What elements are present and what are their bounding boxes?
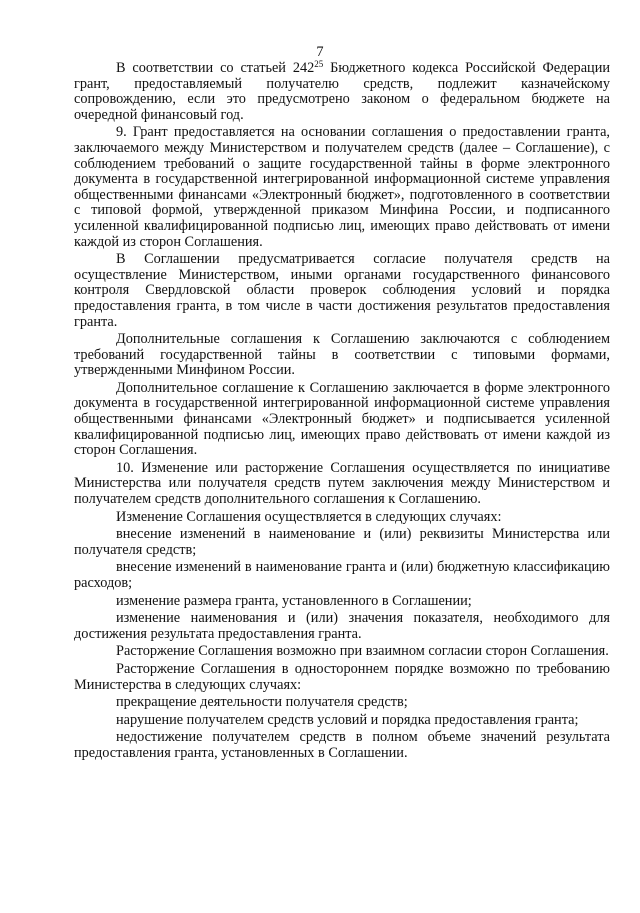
list-item-change-requisites: внесение изменений в наименование и (или) реквизиты Министерства или получателя средств;	[74, 526, 610, 558]
list-item-change-classification: внесение изменений в наименование гранта и (или) бюджетную классификацию расходов;	[74, 559, 610, 591]
list-item-termination-violation: нарушение получателем средств условий и порядка предоставления гранта;	[116, 711, 579, 728]
list-item-termination-activity: прекращение деятельности получателя средств;	[116, 694, 408, 711]
list-item-change-amount: изменение размера гранта, установленного в Соглашении;	[116, 592, 472, 609]
paragraph-text: В соответствии со статьей 242	[116, 60, 315, 76]
paragraph-text: Бюджетного кодекса Российской Федерации грант, предоставляемый получателю средств, подлежит казначейскому сопровождению, если это предусмотрено законом о федеральном бюджете на очередной финансовый год.	[74, 60, 610, 123]
paragraph-termination-unilateral: Расторжение Соглашения в одностороннем порядке возможно по требованию Министерства в следующих случаях:	[74, 660, 610, 693]
paragraph-additional-agreements: Дополнительные соглашения к Соглашению заключаются с соблюдением требований государственной тайны в соответствии с типовыми формами, утвержденными Минфином России.	[74, 331, 610, 379]
page-number: 7	[316, 44, 324, 60]
list-item-change-indicator: изменение наименования и (или) значения показателя, необходимого для достижения результата предоставления гранта.	[74, 610, 610, 642]
paragraph-additional-agreement-form: Дополнительное соглашение к Соглашению заключается в форме электронного документа в государственной интегрированной информационной системе управления общественными финансами «Электронный бюджет» и подписывается усиленной квалифицированной подписью лиц, имеющих право действовать от имени каждой из сторон Соглашения.	[74, 379, 610, 459]
paragraph-change-cases: Изменение Соглашения осуществляется в следующих случаях:	[116, 508, 502, 525]
paragraph-agreement-consent: В Соглашении предусматривается согласие получателя средств на осуществление Министерством, иными органами государственного финансового контроля Свердловской области проверок соблюдения условий и порядка предоставления гранта, в том числе в части достижения результатов предоставления гранта.	[74, 251, 610, 330]
document-body	[74, 61, 610, 764]
paragraph-termination-mutual: Расторжение Соглашения возможно при взаимном согласии сторон Соглашения.	[116, 643, 609, 660]
paragraph-budget-code	[74, 61, 610, 123]
paragraph-clause-9: 9. Грант предоставляется на основании соглашения о предоставлении гранта, заключаемого между Министерством и получателем средств (далее – Соглашение), с соблюдением требований о защите государственной тайны в форме электронного документа в государственной интегрированной информационной системе управления общественными финансами «Электронный бюджет», подготовленного в соответствии с типовой формой, утвержденной приказом Минфина России, и подписанного усиленной квалифицированной подписью лиц, имеющих право действовать от имени каждой из сторон Соглашения.	[74, 124, 610, 250]
article-superscript: 25	[314, 59, 324, 69]
paragraph-clause-10: 10. Изменение или расторжение Соглашения осуществляется по инициативе Министерства или получателя средств путем заключения между Министерством и получателем средств дополнительного соглашения к Соглашению.	[74, 459, 610, 508]
list-item-termination-nonachievement: недостижение получателем средств в полном объеме значений результата предоставления гранта, установленных в Соглашении.	[74, 729, 610, 761]
